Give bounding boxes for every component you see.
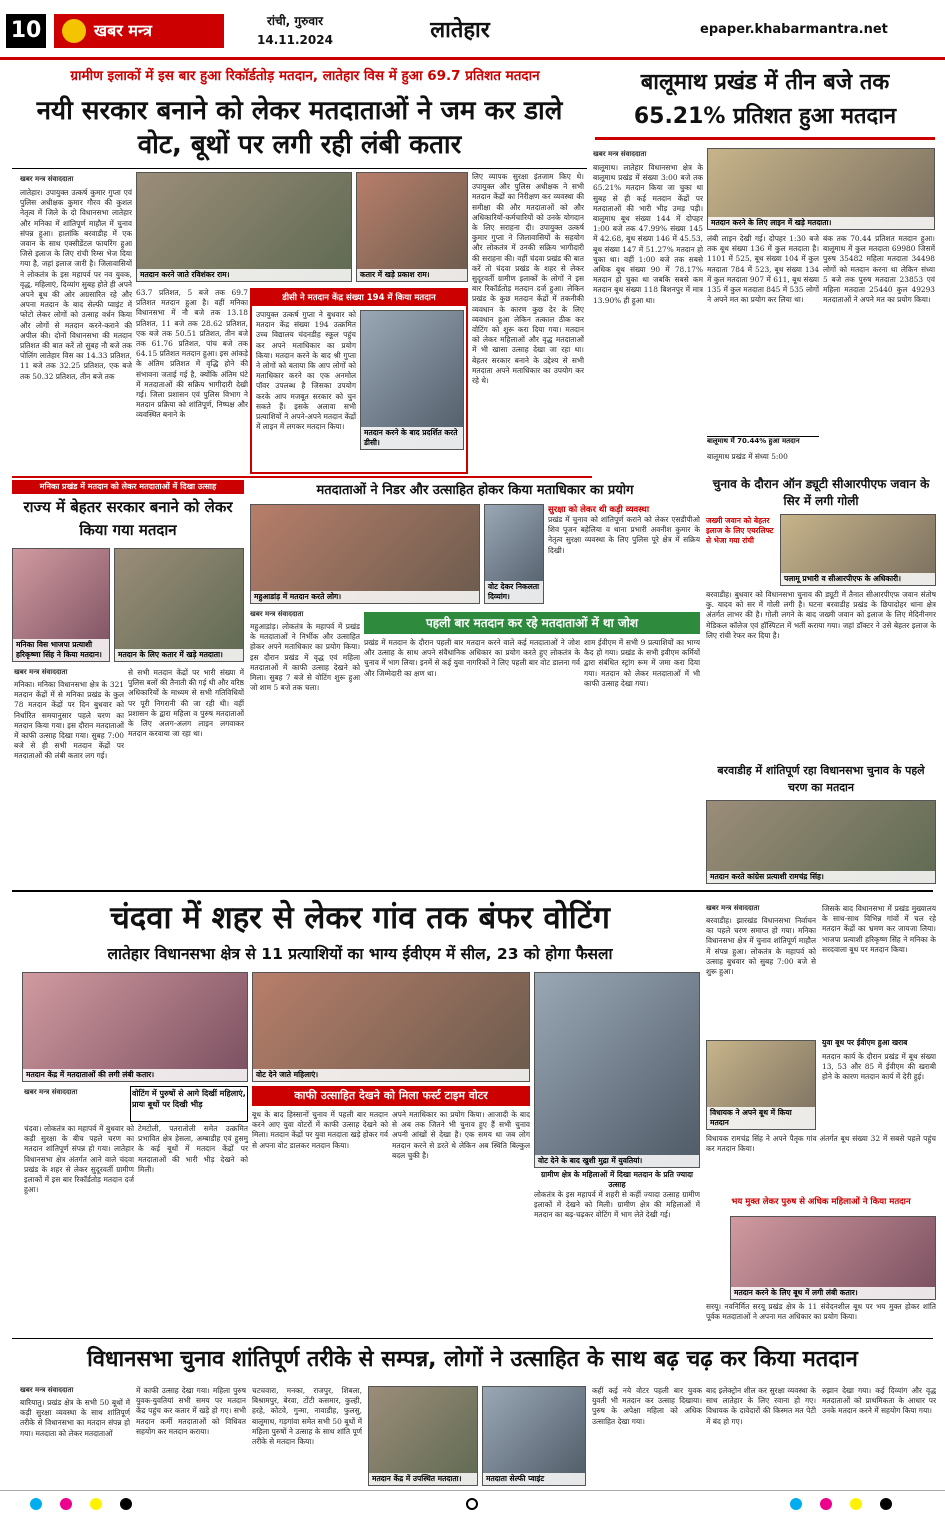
black-dot-icon [120,1498,132,1510]
final-photo-1 [368,1386,478,1486]
masthead [0,0,945,60]
nidar-photo-2 [484,504,544,604]
mla-vote-photo [706,1040,816,1130]
cyan-dot-icon [30,1498,42,1510]
final-photo-2 [482,1386,586,1486]
dc-box-text: उपायुक्त उत्कर्ष गुप्ता ने बुधवार को मतदान केंद्र संख्या 194 उत्क्रमित उच्च विद्यालय चंदनडीह स्कूल पहुंच कर अपने मताधिकार का प्रयोग किया। मतदान करने के बाद श्री गुप्ता ने लोगों को बताया कि आप लोगों को मताधिकार करने का एक अनमोल पॉवर उपलब्ध है जिसका उपयोग करके आप मजबूत सरकार को चुन सकते हैं। इसके अलावा सभी प्रत्याशियों ने अपने-अपने मतदान केंद्रों में लाइन में लगकर मतदान किया। [256,310,356,432]
photo-caption: मतदान करने के लिए बूथ में लगी लंबी कतार। [731,1287,935,1299]
photo-caption: मतदान करने के लिए लाइन में खड़े मतदाता। [708,217,934,229]
lead-body-col3: लिए व्यापक सुरक्षा इंतजाम किए थे। उपायुक्त और पुलिस अधीक्षक ने सभी मतदान केंद्रों का निरीक्षण कर व्यवस्था की समीक्षा की और मतदाताओं को और अधिकारियों-कर्मचारियों को उनके योगदान के लिए सराहना दी। उपायुक्त उत्कर्ष कुमार गुप्ता ने जिलावासियों के सहयोग और लोकतंत्र में उनकी सक्रिय भागीदारी की सराहना की। वहीं चंदवा प्रखंड की बात करें तो चंदवा प्रखंड के शहर से लेकर सुदूरवर्ती ग्रामीण इलाकों के लोगों ने इस बार रिकॉर्डतोड़ मतदान दर्ज हुआ। लेकिन प्रखंड के कुछ मतदान केंद्रों में तकनीकी व्यवधान के कारण कुछ देर के लिए व्यवधान हुआ लेकिन तत्काल ठीक कर वोटिंग को शुरू करा दिया गया। मतदान को लेकर महिलाओं और वृद्ध मतदाताओं में भी खासा उत्साह देखा जा रहा था। बेहतर सरकार बनाने के उद्देश्य से सभी मतदाता अपने मताधिकार का उपयोग कर रहे थे। [472,172,584,386]
final-body-col4: कहीं कई नये वोटर पहली बार युवक युवती भी मतदान कर उत्साह दिखाया। पुरुष के अपेक्षा महिला को अधिक उत्साहित देखा गया। [592,1386,702,1426]
lead-body-col1: लातेहार। उपायुक्त उत्कर्ष कुमार गुप्ता एवं पुलिस अधीक्षक कुमार गौरव की कुशल नेतृत्व में जिले के दो विधानसभा लातेहार और मनिका में शांतिपूर्ण माहौल में चुनाव संपन्न हुआ। हालांकि बरवाडीह में एक जवान के साथ एक्सीडेंटल फायरिंग हुआ जिसे इलाज के लिए रांची रिम्स भेज दिया गया है, जहां इलाज जारी है। जिलावासियों ने लोकतंत्र के इस महापर्व पर नव युवक, वृद्ध, महिलाएं, दिव्यांग सुबह होते ही अपने अपने बूथ की ओर अग्रसारित रहे और अपना मतदान के बाद सेल्फी प्वाइंट में फोटो लेकर लोगों को उत्साह वर्धन किया और लोगों से मतदान करने-कराने की अपील की। दोनों विधानसभा की मतदान प्रतिशत की बात करें तो सुबह नौ बजे तक पोलिंग लातेहार विस का 14.33 प्रतिशत, 11 बजे तक 32.25 प्रतिशत, एक बजे तक 50.32 प्रतिशत, तीन बजे तक [20,188,132,381]
chandwa-photo-4-caption: ग्रामीण क्षेत्र के महिलाओं में दिखा मतदान के प्रति ज्यादा उत्साह [541,1170,693,1188]
photo-caption: वोट देने के बाद खुशी मुद्रा में युवतियां। [535,1155,699,1167]
brand-name: खबर मन्त्र [94,21,152,40]
security-box [548,504,700,604]
final-headline: विधानसभा चुनाव शांतिपूर्ण तरीके से सम्पन्न, लोगों ने उत्साहित के साथ बढ़ चढ़ कर किया मतदान [87,1347,858,1372]
photo-caption: मतदान केंद्र में उपस्थित मतदाता। [369,1473,477,1485]
balumath-photo [707,148,935,230]
nidar-photo-1 [250,504,480,604]
yellow-dot-icon [850,1498,862,1510]
manika-byline: खबर मन्त्र संवाददाता [14,668,68,676]
balumath-body-col3: बंक तक 70.44 प्रतिशत मतदान हुआ। बालूमाथ में कुल मतदाता 69980 जिसमें पुरुष 35482 महिला मतदाता 34498 लोगों को मतदान करना था लेकिन संध्या 5 बजे तक पुरुष मतदाता 23853 एवं महिला मतदाता 25440 कुल 49293 मतदाताओं ने अपने मत का प्रयोग किया। [823,234,935,305]
photo-caption: मतदान करने जाते रविशंकर राम। [137,269,351,281]
final-body-col5: बाद इलेक्ट्रोन शील कर सुरक्षा व्यवस्था के साथ लातेहार के लिए रवाना हो गए। विधायक के दावेदारों की किस्मत मत पेटी में बंद हो गए। [706,1386,816,1426]
chandwa-side-kicker: वोटिंग में पुरुषों से आगे दिखीं महिलाएं, प्रायः बूथों पर दिखी भीड़ [130,1086,248,1122]
photo-caption: पलामू प्रभारी व सीआरपीएफ के अधिकारी। [781,573,935,585]
lead-body-col2: 63.7 प्रतिशत, 5 बजे तक 69.7 प्रतिशत मतदान हुआ है। वहीं मनिका विधानसभा में नौ बजे तक 13.18 प्रतिशत, 11 बजे तक 28.62 प्रतिशत, एक बजे तक 50.51 प्रतिशत, तीन बजे तक 61.76 प्रतिशत, पांच बजे तक 64.15 प्रतिशत मतदान हुआ। इस आंकड़े के अंतिम प्रतिशत में वृद्धि होने की संभावना जताई गई है, क्योंकि अंतिम घंटे में मतदाताओं की सक्रिय भागीदारी देखी गई। जिला प्रशासन एवं पुलिस विभाग ने मतदान प्रक्रिया को शांतिपूर्ण, निष्पक्ष और व्यवस्थित बनाने के [136,288,248,420]
final-body-col2: में काफी उत्साह देखा गया। महिला पुरुष युवक-युवतियां सभी समय पर मतदान केंद्र पहुंच कर कतार में खड़े हो गए। सभी मतदान कर्मी मतदाताओं को विधिवत सहयोग कर मतदान कराया। [136,1386,246,1436]
chandwa-headline: चंदवा में शहर से लेकर गांव तक बंफर वोटिंग [110,900,610,936]
crpf-kicker: चुनाव के दौरान ऑन ड्यूटी सीआरपीएफ जवान के सिर में लगी गोली [712,477,930,508]
photo-caption: वोट देकर निकलता दिव्यांग। [485,581,543,603]
dc-box-heading: डीसी ने मतदान केंद्र संख्या 194 में किया मतदान [252,290,466,306]
yellow-dot-icon [90,1498,102,1510]
photo-caption: मतदान करते कांग्रेस प्रत्याशी रामचंद्र सिंह। [707,871,935,883]
cyan-dot-icon [790,1498,802,1510]
barwadih-byline: खबर मन्त्र संवाददाता [706,904,760,912]
black-dot-icon [880,1498,892,1510]
balumath-body-col2: लंबी लाइन देखी गई। दोपहर 1:30 बजे तक बूथ संख्या 136 में कुल मतदाता है। 1101 में 525, बूथ संख्या 104 में कुल मतदाता 784 में 523, बूथ संख्या 134 में कुल मतदाता 907 में 611, बूथ संख्या 135 में कुल मतदाता 845 में 535 लोगों ने अपने मत का प्रयोग कर लिया था। [707,234,819,305]
city-day: रांची, गुरुवार [266,14,324,28]
women-vote-heading: भय मुक्त लेकर पुरुष से अधिक महिलाओं ने किया मतदान [731,1197,911,1207]
issue-date: 14.11.2024 [257,33,333,47]
manika-body-col2: से सभी मतदान केंद्रों पर भारी संख्या में पुलिस बलों की तैनाती की गई थी और वरिष्ठ अधिकारियों के माध्यम से सभी गतिविधियों पर पूरी निगरानी की जा रही थी। वहीं प्रशासन के द्वारा महिला व पुरुष मतदाताओं के लिए अलग-अलग लाइन लगवाकर मतदान करवाया जा रहा था। [128,668,244,739]
saryu-body: सरयू। नवनिर्मित सरयू प्रखंड क्षेत्र के 11 संवेदनशील बूथ पर भय मुक्त होकर शांति पूर्वक मतदाताओं ने अपना मत अधिकार का प्रयोग किया। [706,1302,936,1322]
chandwa-body-col2: टेमटोली, पतरातोली समेत उत्क्रमित प्रभावित क्षेत्र हेसला, अम्बाडीह एवं हुसमु के कई बूथों में मतदान केंद्रों पर मतदाताओं की भारी भीड़ देखने को मिली। [138,1124,248,1174]
district-name: लातेहार [430,18,490,43]
barwadih-body-col1: बरवाडीह। झारखंड विधानसभा निर्वाचन का पहले चरण समाप्त हो गया। मनिका विधानसभा क्षेत्र में चुनाव शांतिपूर्ण माहौल में संपन्न हुआ। लोकतंत्र के महापर्व को उत्साह बुधवार को सुबह 7:00 बजे से शुरू हुआ। [706,916,816,977]
manika-kicker: मनिका प्रखंड में मतदान को लेकर मतदाताओं में दिखा उत्साह [12,480,244,494]
photo-caption: विधायक ने अपने बूथ में किया मतदान [707,1107,815,1129]
manika-headline: राज्य में बेहतर सरकार बनाने को लेकर किया गया मतदान [23,498,233,539]
first-time-voter-box: काफी उत्साहित देखने को मिला फर्स्ट टाइम वोटर [252,1086,530,1106]
balumath-stat-label: बालूमाथ में 70.44% हुआ मतदान [707,436,819,448]
barwadih-photo [706,800,936,884]
final-body-col3: चटचवारा, मनका, राजपुर, शिबला, बिश्रामपुर, बेरवा, टोंटी कसमार, कुल्ही, हरहे, कोटवे, गुन्मा, नावाडीह, फुलसु, बालूमाथ, गड़गांवा समेत सभी 50 बूथों में महिला पुरुषों ने उत्साह के साथ शांति पूर्ण तरीके से मतदान किया। [252,1386,362,1447]
chandwa-body-col5: लोकतंत्र के इस महापर्व में शहरी से कहीं ज्यादा उत्साह ग्रामीण इलाकों में देखने को मिली। ग्रामीण क्षेत्र की महिलाओं में मतदान का बढ़-चढ़कर वोटिंग में भाग लेते देखी गई। [534,1190,700,1220]
photo-caption: मतदाता सेल्फी प्वाइंट [483,1473,585,1485]
balumath-body-col1: बालूमाथ। लातेहार विधानसभा क्षेत्र के बालूमाथ प्रखंड में संख्या 3:00 बजे तक 65.21% मतदान किया जा चुका था सुबह से ही कई मतदान केंद्रों पर मतदाताओं की भारी भीड़ उमड़ पड़ी। बालूमाथ बूथ संख्या 144 में दोपहर 1:00 बजे तक 47.99% संख्या 145 में 42.68, बूथ संख्या 146 में 45.53, बूथ संख्या 147 में 51.27% मतदान हो चुका था। वहीं 1:00 बजे तक सबसे अधिक बूथ संख्या 90 में 78.17% मतदान हो चुका था जबकि सबसे कम मतदान बूथ संख्या 118 बिशनपुर में मात्र 13.90% ही हुआ था। [593,163,703,305]
saryu-photo [730,1216,936,1300]
mla-vote-body: विधायक रामचंद्र सिंह ने अपने पैतृक गांव अंतर्गत बूथ संख्या 32 में सबसे पहले पहुंच कर मतदान किया। [706,1134,936,1154]
crpf-photo [780,514,936,586]
divider [12,168,587,169]
evm-fault-body: मतदान कार्य के दौरान प्रखंड में बूथ संख्या 13, 53 और 85 में ईवीएम की खराबी होने के कारण मतदान कार्य में देरी हुई। [822,1052,936,1082]
nidar-headline: मतदाताओं ने निडर और उत्साहित होकर किया मताधिकार का प्रयोग [316,483,634,498]
divider [12,1338,933,1339]
photo-caption: कतार में खड़े प्रकाश राम। [357,269,467,281]
crpf-inset-caption: जख्मी जवान को बेहतर इलाज के लिए एयरलिफ्ट से भेजा गया रांची [706,516,774,545]
divider [12,890,933,892]
photo-caption: मतदान केंद्र में मतदाताओं की लगी लंबी कतार। [23,1069,247,1081]
registration-mark-icon [466,1498,478,1510]
balumath-foot: बालूमाथ प्रखंड में संध्या 5:00 [707,452,788,461]
footer-color-bar [0,1490,945,1517]
balumath-byline: खबर मन्त्र संवाददाता [593,150,647,158]
final-byline: खबर मन्त्र संवाददाता [20,1386,74,1394]
barwadih-subheading: बरवाडीह में शांतिपूर्ण रहा विधानसभा चुनाव के पहले चरण का मतदान [717,764,925,794]
chandwa-body-col4: अपने मताधिकार का प्रयोग किया। आजादी के बाद से अब तक जितने भी चुनाव हुए हैं सभी चुनाव अपनी आंखों से देखा है। एक समय था जब लोग मतदान करने से डरते थे लेकिन अब स्थिति बिल्कुल बदल चुकी है। [392,1110,530,1160]
dc-vote-box [250,288,468,474]
photo-caption: वोट देने जाते महिलाएं। [253,1069,529,1081]
brand-emblem-icon [62,19,86,43]
epaper-link[interactable]: epaper.khabarmantra.net [700,22,888,37]
lead-photo-1 [136,172,352,282]
dateline [240,12,350,52]
divider [12,476,592,478]
manika-photo-2 [114,548,244,662]
chandwa-body-col3: बूथ के बाद हिस्सानों चुनाव में पहली बार मतदान करने आए युवा वोटरों में काफी उत्साह देखने को मिला। मतदान केंद्रों पर युवा मतदाता खड़े होकर गर्व से अपना वोट डालकर मतदान किया। [252,1110,388,1150]
lead-headline: नयी सरकार बनाने को लेकर मतदाताओं ने जम कर डाले वोट, बूथों पर लगी रही लंबी कतार [36,96,563,160]
security-box-text: प्रखंड में चुनाव को शांतिपूर्ण कराने को लेकर एसडीपीओ शिव पूजन बहेलिया व थाना प्रभारी अवनीश कुमार के नेतृत्व सुरक्षा व्यवस्था के लिए पुलिस पूरे क्षेत्र में सक्रिय दिखी। [548,515,700,555]
chandwa-photo-1 [22,972,248,1082]
nidar-body-col1: महुआडांड़। लोकतंत्र के महापर्व में प्रखंड के मतदाताओं ने निर्भीक और उत्साहित होकर अपने मताधिकार का प्रयोग किया। इस दौरान प्रखंड में वृद्ध एवं महिला मतदाताओं में काफी उत्साह देखने को मिला। सुबह 7 बजे से वोटिंग शुरू हुआ जो शाम 5 बजे तक चला। [250,622,360,693]
lead-photo-2 [356,172,468,282]
chandwa-subhead: लातेहार विधानसभा क्षेत्र से 11 प्रत्याशियों का भाग्य ईवीएम में सील, 23 को होगा फैसला [107,945,613,963]
crpf-body: बरवाडीह। बुधवार को विधानसभा चुनाव की ड्यूटी में तैनात सीआरपीएफ जवान संतोष कु. यादव को सर में गोली लगी है। घटना बरवाडीह प्रखंड के छिपादोहर थाना क्षेत्र अंतर्गत लाभर की है। गोली लगने के बाद जख्मी जवान को इलाज के लिए मेदिनीनगर मेडिकल कॉलेज एवं हॉस्पिटल में भर्ती कराया गया। जहां डॉक्टर ने उसे बेहतर इलाज के लिए रांची रेफर कर दिया है। [706,590,936,640]
nidar-body-col2: प्रखंड में मतदान के दौरान पहली बार मतदान करने वाले कई मतदाताओं ने जोश और उत्साह के साथ अपने संवैधानिक अधिकार का प्रयोग करते हुए लोकतंत्र के चुनाव में भाग लिया। इनमें से कई युवा नागरिकों ने लिए पहली बार वोट डालना गर्व और जिम्मेदारी का क्षण था। [364,638,580,678]
magenta-dot-icon [820,1498,832,1510]
barwadih-body-col2: जिसके बाद विधानसभा में प्रखंड मुख्यालय के साथ-साथ विभिन्न गांवों में चल रहे मतदान केंद्रों का भ्रमण कर जायजा लिया। भाजपा प्रत्याशी हरिकृष्ण सिंह ने मनिका के सरदवाला बूथ पर मतदान किया। [822,904,936,954]
first-voter-heading: पहली बार मतदान कर रहे मतदाताओं में था जोश [364,612,700,634]
chandwa-photo-3 [534,972,700,1168]
page-number: 10 [6,14,46,48]
dc-photo [360,310,464,450]
photo-caption: मतदान करने के बाद प्रदर्शित करते डीसी। [361,427,463,449]
photo-caption: मनिका विस भाजपा प्रत्याशी हरिकृष्णा सिंह ने किया मतदान। [13,639,109,661]
lead-kicker: ग्रामीण इलाकों में इस बार हुआ रिकॉर्डतोड़ मतदान, लातेहार विस में हुआ 69.7 प्रतिशत मतदान [70,68,540,84]
brand-logo [54,14,224,48]
balumath-headline: बालूमाथ प्रखंड में तीन बजे तक 65.21% प्रतिशत हुआ मतदान [595,66,935,140]
photo-caption: मतदान के लिए कतार में खड़े मतदाता। [115,649,243,661]
chandwa-photo-2 [252,972,530,1082]
manika-photo-1 [12,548,110,662]
lead-byline: खबर मन्त्र संवाददाता [20,175,74,183]
final-body-col1: बारियातु। प्रखंड क्षेत्र के सभी 50 बूथों में कड़ी सुरक्षा व्यवस्था के साथ शांतिपूर्ण तरीके से विधानसभा का मतदान संपन्न हो गया। मतदाता को लेकर मतदाताओं [20,1398,130,1438]
evm-fault-subhead: युवा बूथ पर ईवीएम हुआ खराब [822,1038,908,1047]
magenta-dot-icon [60,1498,72,1510]
final-body-col6: रुझान देखा गया। कई दिव्यांग और वृद्ध मतदाताओं को प्राथमिकता के आधार पर उनके मतदान करने में सहयोग किया गया। [822,1386,936,1416]
manika-body-col1: मनिका। मनिका विधानसभा क्षेत्र के 321 मतदान केंद्रों में से मनिका प्रखंड के कुल 78 मतदान केंद्रों पर दिन बुधवार को निर्धारित समयानुसार पहले चरण का मतदान किया गया। इस दौरान मतदाताओं में काफी उत्साह दिखा गया। सुबह 7:00 बजे से ही सभी मतदान केंद्रों पर मतदाताओं की लंबी कतार लग गई। [14,680,124,761]
photo-caption: महुआडांड़ में मतदान करते लोग। [251,591,479,603]
nidar-byline: खबर मन्त्र संवाददाता [250,610,304,618]
chandwa-body-col1: चंदवा। लोकतंत्र का महापर्व में बुधवार को कड़ी सुरक्षा के बीच पहले चरण का मतदान शांतिपूर्ण संपन्न हो गया। लातेहार विधानसभा क्षेत्र अंतर्गत आने वाले चंदवा प्रखंड के शहर से लेकर सुदूरवर्ती ग्रामीण इलाकों में इस बार रिकॉर्डतोड़ मतदान दर्ज हुआ। [24,1124,134,1195]
nidar-body-col3: शाम ईवीएम में सभी 9 प्रत्याशियों का भाग्य कैद हो गया। प्रखंड के सभी इवीएम कर्मियों द्वारा संबंधित स्ट्रांग रूम में जमा करा दिया गया। मतदान को लेकर मतदाताओं में भी काफी उत्साह देखा गया। [584,638,700,688]
security-box-heading: सुरक्षा को लेकर थी कड़ी व्यवस्था [548,505,650,515]
chandwa-byline: खबर मन्त्र संवाददाता [24,1088,78,1096]
